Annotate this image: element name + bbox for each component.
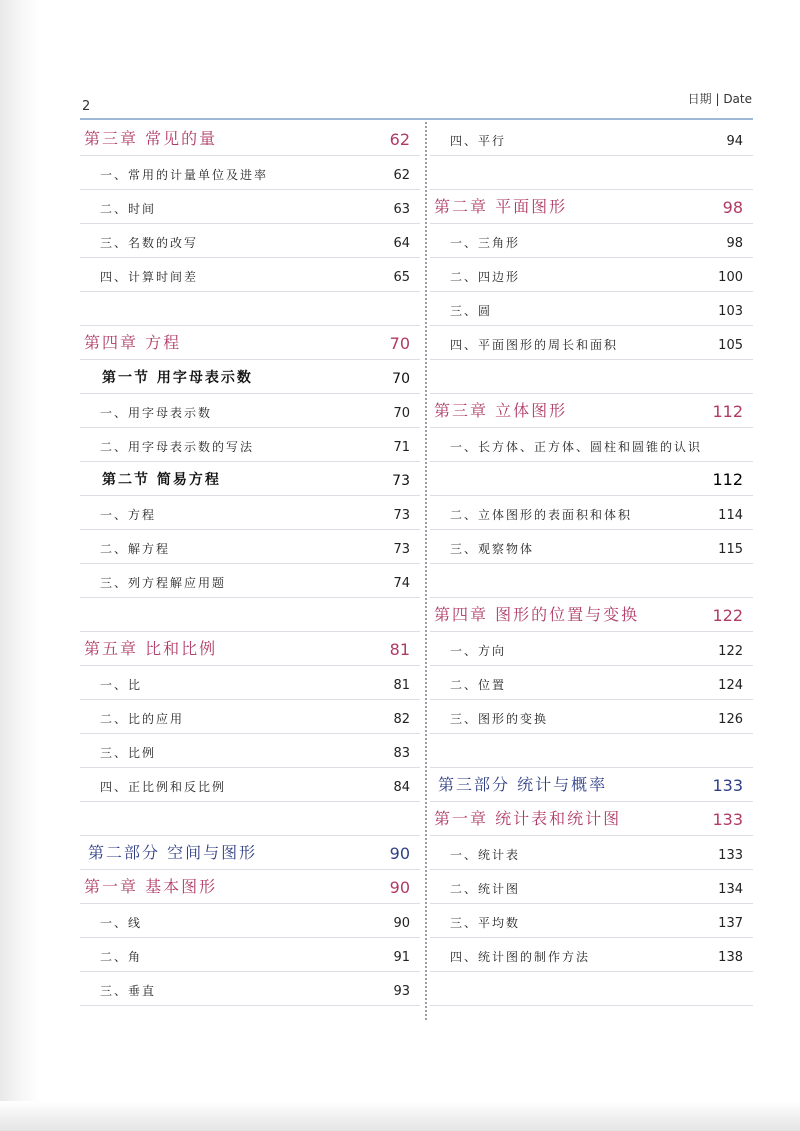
toc-entry-page: 70 [392,371,410,387]
toc-chapter-row [80,122,420,156]
toc-entry-page: 90 [389,844,410,863]
toc-entry-title: 二、统计图 [450,882,521,896]
toc-entry-title: 三、比例 [100,746,157,760]
toc-entry-title: 第四章 方程 [84,333,182,352]
toc-entry-title: 四、平面图形的周长和面积 [450,338,619,352]
toc-entry-page: 134 [718,882,743,897]
toc-sub-row [80,700,420,734]
toc-entry-page: 122 [712,606,743,625]
toc-sub-row [80,190,420,224]
toc-entry-title: 三、观察物体 [450,542,535,556]
toc-entry-title: 四、平行 [450,134,507,148]
toc-chapter-row [80,326,420,360]
toc-sub-row [430,428,753,462]
toc-sub-row [430,292,753,326]
toc-sub-row [430,258,753,292]
toc-chapter-row [430,598,753,632]
toc-entry-title: 三、垂直 [100,984,157,998]
toc-entry-title: 二、用字母表示数的写法 [100,440,255,454]
toc-sub-row [80,734,420,768]
toc-entry-page: 83 [393,746,410,761]
toc-entry-page: 133 [712,810,743,829]
toc-entry-title: 第二节 简易方程 [102,472,221,488]
toc-sub-row [430,224,753,258]
toc-entry-title: 二、四边形 [450,270,521,284]
toc-sub-row [430,632,753,666]
toc-sub-row [80,904,420,938]
toc-sub-row [80,666,420,700]
toc-entry-title: 第一节 用字母表示数 [102,370,253,386]
toc-entry-page: 70 [393,406,410,421]
toc-entry-title: 三、平均数 [450,916,521,930]
toc-sub-row [80,496,420,530]
toc-sub-row [80,972,420,1006]
scan-shadow [0,0,40,1131]
toc-entry-page: 98 [726,236,743,251]
toc-entry-title: 第二章 平面图形 [434,197,568,216]
toc-blank-row [80,292,420,326]
toc-sub-row [430,666,753,700]
toc-sub-row [430,496,753,530]
toc-sub-row [80,938,420,972]
column-divider [425,122,427,1020]
date-label: 日期 | Date [687,92,752,106]
toc-entry-title: 第三章 常见的量 [84,129,218,148]
toc-entry-page: 112 [712,402,743,421]
toc-entry-page: 81 [393,678,410,693]
toc-right-column [430,122,753,1006]
toc-cont-row [430,462,753,496]
toc-entry-page: 74 [393,576,410,591]
toc-entry-title: 第五章 比和比例 [84,639,218,658]
toc-chapter-row [430,802,753,836]
toc-blank-row [430,734,753,768]
toc-sub-row [430,700,753,734]
toc-sub-row [430,904,753,938]
toc-entry-page: 90 [393,916,410,931]
toc-section-row [80,360,420,394]
toc-chapter-row [430,394,753,428]
toc-blank-row [430,156,753,190]
toc-entry-page: 122 [718,644,743,659]
toc-sub-row [80,428,420,462]
toc-entry-page: 90 [389,878,410,897]
toc-entry-page: 100 [718,270,743,285]
toc-entry-page: 98 [722,198,743,217]
toc-chapter-row [430,190,753,224]
toc-entry-page: 105 [718,338,743,353]
toc-sub-row [430,122,753,156]
toc-part-row [430,768,753,802]
toc-entry-page: 73 [393,508,410,523]
toc-entry-page: 73 [393,542,410,557]
toc-entry-page: 91 [393,950,410,965]
toc-entry-title: 二、解方程 [100,542,171,556]
toc-entry-page: 93 [393,984,410,999]
toc-entry-title: 第二部分 空间与图形 [88,843,258,862]
toc-entry-page: 81 [389,640,410,659]
toc-sub-row [430,530,753,564]
toc-entry-title: 二、立体图形的表面积和体积 [450,508,633,522]
page-number: 2 [82,99,91,114]
toc-entry-title: 四、计算时间差 [100,270,199,284]
toc-entry-page: 71 [393,440,410,455]
toc-entry-page: 114 [718,508,743,523]
toc-entry-title: 第三章 立体图形 [434,401,568,420]
toc-sub-row [80,156,420,190]
toc-entry-title: 二、位置 [450,678,507,692]
toc-entry-title: 第一章 统计表和统计图 [434,809,622,828]
toc-sub-row [80,530,420,564]
toc-entry-title: 二、时间 [100,202,157,216]
toc-entry-title: 三、圆 [450,304,493,318]
toc-blank-row [80,802,420,836]
toc-blank-row [430,360,753,394]
toc-part-row [80,836,420,870]
toc-entry-title: 一、比 [100,678,143,692]
toc-entry-title: 二、角 [100,950,143,964]
toc-entry-title: 一、线 [100,916,143,930]
header-rule [80,118,753,120]
toc-entry-page: 82 [393,712,410,727]
toc-sub-row [80,258,420,292]
toc-sub-row [430,870,753,904]
toc-sub-row [80,224,420,258]
toc-entry-page: 103 [718,304,743,319]
toc-entry-page: 124 [718,678,743,693]
toc-entry-page: 84 [393,780,410,795]
toc-entry-title: 第三部分 统计与概率 [438,775,608,794]
toc-entry-page: 138 [718,950,743,965]
toc-entry-title: 一、长方体、正方体、圆柱和圆锥的认识 [450,440,703,454]
toc-entry-page: 70 [389,334,410,353]
toc-sub-row [430,836,753,870]
toc-entry-title: 一、统计表 [450,848,521,862]
toc-entry-page: 94 [726,134,743,149]
toc-entry-page: 112 [712,470,743,489]
toc-entry-title: 一、三角形 [450,236,521,250]
toc-entry-page: 126 [718,712,743,727]
toc-entry-page: 64 [393,236,410,251]
toc-sub-row [80,394,420,428]
toc-entry-page: 62 [389,130,410,149]
toc-sub-row [430,326,753,360]
toc-blank-row [80,598,420,632]
toc-entry-page: 65 [393,270,410,285]
toc-entry-page: 73 [392,473,410,489]
toc-entry-title: 一、方向 [450,644,507,658]
toc-blank-row [430,564,753,598]
toc-left-column [80,122,420,1006]
toc-entry-title: 四、正比例和反比例 [100,780,227,794]
toc-sub-row [80,564,420,598]
toc-entry-title: 一、常用的计量单位及进率 [100,168,269,182]
toc-entry-title: 四、统计图的制作方法 [450,950,591,964]
toc-section-row [80,462,420,496]
toc-entry-page: 137 [718,916,743,931]
toc-entry-page: 133 [718,848,743,863]
toc-entry-page: 62 [393,168,410,183]
toc-entry-title: 第四章 图形的位置与变换 [434,605,640,624]
toc-entry-page: 115 [718,542,743,557]
toc-entry-page: 133 [712,776,743,795]
toc-entry-title: 三、名数的改写 [100,236,199,250]
toc-entry-page: 63 [393,202,410,217]
toc-chapter-row [80,632,420,666]
toc-chapter-row [80,870,420,904]
toc-blank-row [430,972,753,1006]
toc-entry-title: 二、比的应用 [100,712,185,726]
toc-entry-title: 第一章 基本图形 [84,877,218,896]
toc-entry-title: 三、列方程解应用题 [100,576,227,590]
toc-entry-title: 三、图形的变换 [450,712,549,726]
toc-entry-title: 一、用字母表示数 [100,406,213,420]
toc-entry-title: 一、方程 [100,508,157,522]
scan-shadow-bottom [0,1101,800,1131]
toc-sub-row [80,768,420,802]
toc-sub-row [430,938,753,972]
